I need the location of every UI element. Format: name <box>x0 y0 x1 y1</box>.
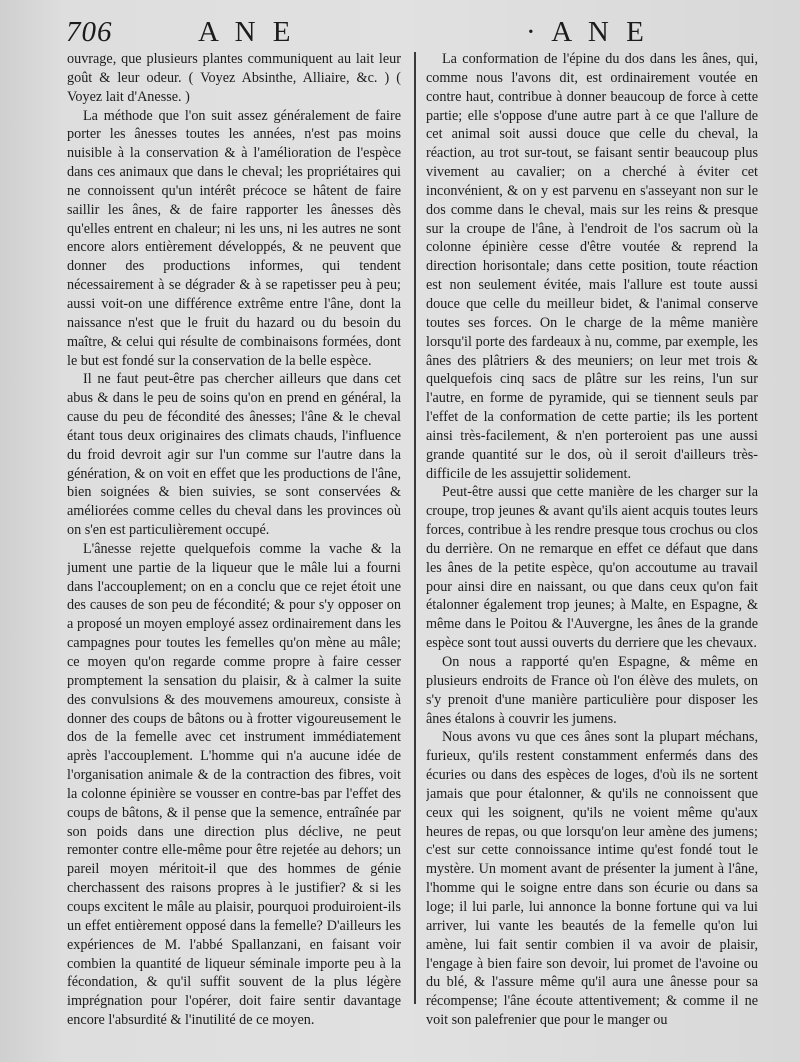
paragraph: Il ne faut peut-être pas chercher ailleurs que dans cet abus & dans le peu de soins qu'on en prend en général, la cause du peu de fécondité des ânesses; l'âne & le cheval étant tous deux originaires des climats chauds, l'influence du froid devroit agir sur l'un comme sur l'autre dans la génération, & on voit en effet que les productions de l'âne, bien soignées & bien suivies, se sont conservées & améliorées comme celles du cheval dans les provinces où on s'en est particulièrement occupé. <box>67 371 401 539</box>
page-number: 706 <box>66 16 113 48</box>
running-head-right: · A N E <box>526 16 649 48</box>
right-column <box>426 50 758 1050</box>
paragraph: L'ânesse rejette quelquefois comme la vache & la jument une partie de la liqueur que le mâle lui a fourni dans l'accouplement; on en a conclu que ce rejet étoit une des causes de son peu de fécondité; & pour s'y opposer on a proposé un moyen employé assez ordinairement dans les campagnes pour toutes les femelles qu'on mène au mâle; ce moyen qu'on regarde comme propre à faire cesser promptement la sensation du plaisir, & à calmer la suite des convulsions & des mouvemens amoureux, consiste à donner des coups de bâtons ou à frotter vigoureusement le dos de la femelle avec cet instrument immédiatement après l'accouplement. L'homme qui n'a aucune idée de l'organisation animale & de la contraction des fibres, voit la colonne épinière se vousser en contre-bas par l'effet des coups de bâtons, & il pense que la semence, entraînée par son poids dans une direction plus déclive, ne peut remonter contre elle-même pour être rejetée au dehors; un pareil moyen méritoit-il que des hommes de génie cherchassent des raisons propres à le justifier? & si les coups excitent le mâle au plaisir, pourquoi produiroient-ils un effet entièrement opposé dans la femelle? D'ailleurs les expériences de M. l'abbé Spallanzani, en faisant voir combien la quantité de liqueur séminale importe peu à la fécondation, & qu'il suffit souvent de la plus légère imprégnation pour l'opérer, doit faire sentir davantage encore l'absurdité & l'inutilité de ce moyen. <box>67 540 401 1029</box>
column-divider <box>414 52 416 1004</box>
left-column <box>67 50 401 1050</box>
running-head-left: A N E <box>198 16 296 48</box>
paragraph: Peut-être aussi que cette manière de les charger sur la croupe, trop jeunes & avant qu'ils aient acquis toutes leurs forces, contribue à les rendre presque tous crochus ou clos du derrière. On ne remarque en effet ce défaut que dans les ânes de la petite espèce, qu'on accoutume au travail pour ainsi dire en naissant, ou que dans ceux qu'on fait étalonner également trop jeunes; à Malte, en Espagne, & même dans le Poitou & l'Auvergne, les ânes de la grande espèce sont tout aussi ouverts du derriere que les chevaux. <box>426 484 758 652</box>
paragraph: Nous avons vu que ces ânes sont la plupart méchans, furieux, qu'ils restent constamment enfermés dans des écuries ou dans des espèces de loges, d'où ils ne sortent jamais que pour étalonner, & qu'ils ne connoissent que ceux qui les soignent, qu'ils ne voient même qu'aux heures de repas, ou que lorsqu'on leur amène des jumens; c'est sur cette connoissance intime qu'est fondé tout le mystère. Un moment avant de présenter la jument à l'âne, l'homme qui le soigne entre dans son écurie ou dans sa loge; il lui parle, lui annonce la bonne fortune qui va lui arriver, lui vante les beautés de la femelle qu'on lui amène, lui fait sentir combien il va avoir de plaisir, l'engage à bien faire son devoir, lui promet de l'avoine ou du blé, & l'assure même qu'il aura une ânesse pour sa récompense; l'âne écoute attentivement; & comme il ne voit son palefrenier que pour le manger ou <box>426 729 758 1029</box>
paragraph: ouvrage, que plusieurs plantes communiquent au lait leur goût & leur odeur. ( Voyez Absinthe, Alliaire, &c. ) ( Voyez lait d'Anesse. ) <box>67 51 401 105</box>
paragraph: On nous a rapporté qu'en Espagne, & même en plusieurs endroits de France où l'on élève des mulets, on s'y prenoit d'une manière particulière pour disposer les ânes étalons à couvrir les jumens. <box>426 654 758 727</box>
paragraph: La méthode que l'on suit assez généralement de faire porter les ânesses toutes les années, n'est pas moins nuisible à la conservation & à l'amélioration de l'espèce dans ces animaux que dans le cheval; les propriétaires qui ne connoissent qu'un intérêt précoce se hâtent de faire saillir les ânes, & de faire rapporter les ânesses dès qu'elles entrent en chaleur; ni les uns, ni les autres ne sont encore alors entièrement développés, & ne peuvent que donner des productions informes, qui tendent nécessairement à se dégrader & à se rapetisser peu à peu; aussi voit-on une différence extrême entre l'âne, dont la naissance n'est que le fruit du hazard ou du besoin du maître, & celui qui résulte de combinaisons formées, dont le but est fondé sur la conservation de la belle espèce. <box>67 107 401 369</box>
paragraph: La conformation de l'épine du dos dans les ânes, qui, comme nous l'avons dit, est ordinairement voutée en contre haut, contribue à donner beaucoup de force à cette partie; elle s'oppose d'une autre part à ce que l'allure de cet animal soit aussi douce que celle du cheval, la réaction, au trot sur-tout, se faisant sentir beaucoup plus vivement au cavalier; on a cherché à éviter cet inconvénient, & on y est parvenu en s'asseyant non sur le dos comme dans le cheval, mais sur les reins & presque sur la croupe de l'âne, à l'endroit de l'os sacrum où la colonne épinière cesse d'être voutée & reprend la direction horisontale; dans cette position, toute réaction est non seulement évitée, mais l'allure est toute aussi douce que celle du meilleur bidet, & l'animal conserve toutes ses forces. On le charge de la même manière lorsqu'il porte des fardeaux à nu, comme, par exemple, les ânes des plâtriers & des meuniers; on leur met trois & quelquefois cinq sacs de plâtre sur les reins, l'un sur l'autre, en forme de pyramide, qui se tiennent seuls par l'effet de la conformation de cette partie; ils les portent ainsi très-facilement, & n'en porteroient pas une aussi grande quantité sur le dos, où il seroit d'ailleurs très-difficile de les assujettir solidement. <box>426 51 758 482</box>
